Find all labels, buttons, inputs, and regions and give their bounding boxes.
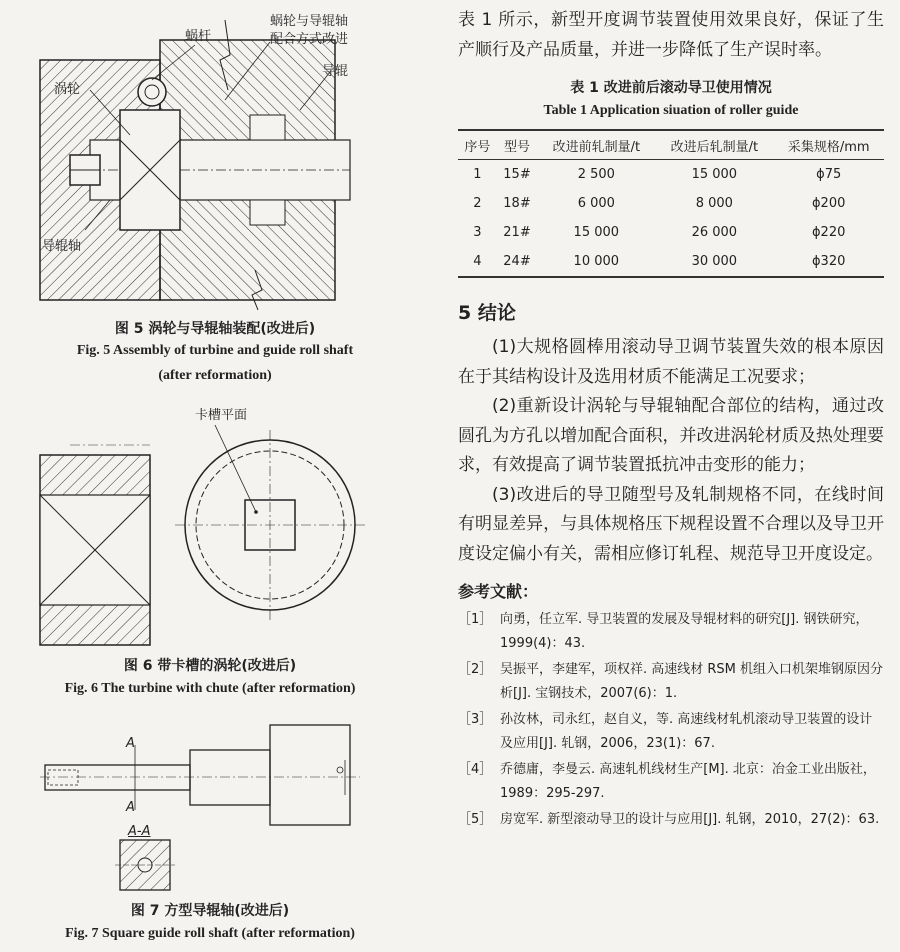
table-cell: 21# <box>503 225 531 240</box>
reference-text: 吴振平，李建军，项权祥. 高速线材 RSM 机组入口机架堆钢原因分析[J]. 宝钢技术，2007(6)：1. <box>500 662 884 701</box>
figure-6-caption-cn: 图 6 带卡槽的涡轮(改进后) <box>123 658 297 674</box>
reference-number: ［1］ <box>458 612 493 627</box>
table-cell: 15# <box>503 167 531 182</box>
figure-7-drawing <box>40 720 370 900</box>
section-label: A-A <box>128 824 151 839</box>
section-5-heading: 5 结论 <box>458 302 516 324</box>
header-cell: 型号 <box>497 130 538 160</box>
table-cell: ϕ320 <box>811 254 846 269</box>
table-cell: 2 500 <box>577 167 615 182</box>
intro-paragraph: 表 1 所示，新型开度调节装置使用效果良好，保证了生产顺行及产品质量，并进一步降低了生产误时率。 <box>458 10 884 60</box>
reference-item <box>458 658 884 706</box>
reference-number: ［2］ <box>458 662 493 677</box>
reference-number: ［4］ <box>458 762 493 777</box>
section-mark-bottom: A <box>126 800 135 815</box>
table-cell: 30 000 <box>691 254 738 269</box>
figure-6-drawing <box>30 400 390 650</box>
figure-7-caption-en: Fig. 7 Square guide roll shaft (after reformation) <box>65 926 355 941</box>
right-column <box>458 6 884 834</box>
figure-5-caption-cn: 图 5 涡轮与导辊轴装配(改进后) <box>114 321 316 337</box>
references-heading: 参考文献： <box>458 582 539 601</box>
table-1-title-en: Table 1 Application siuation of roller guide <box>543 103 799 118</box>
reference-number: ［5］ <box>458 812 493 827</box>
figure-6 <box>30 400 390 650</box>
table-1-title-cn: 表 1 改进前后滚动导卫使用情况 <box>570 80 772 96</box>
reference-item <box>458 808 884 832</box>
shaft-label: 导辊轴 <box>42 239 82 254</box>
table-cell: 6 000 <box>577 196 615 211</box>
improvement-label: 蜗轮与导辊轴 <box>270 14 349 29</box>
conclusion-paragraph-2: (2)重新设计涡轮与导辊轴配合部位的结构，通过改圆孔为方孔以增加配合面积，并改进涡轮材质及热处理要求，有效提高了调节装置抵抗冲击变形的能力； <box>458 396 884 475</box>
table-1 <box>458 129 884 278</box>
figure-7-caption-cn: 图 7 方型导辊轴(改进后) <box>130 903 290 919</box>
header-cell: 序号 <box>458 130 497 160</box>
header-cell: 采集规格/mm <box>773 130 884 160</box>
figure-6-caption-en: Fig. 6 The turbine with chute (after reformation) <box>64 681 356 696</box>
table-row <box>458 189 884 218</box>
table-cell: 8 000 <box>695 196 733 211</box>
table-header-row <box>458 130 884 160</box>
table-cell: ϕ75 <box>816 167 842 182</box>
reference-text: 乔德庸，李曼云. 高速轧机线材生产[M]. 北京：冶金工业出版社，1989：295-297. <box>500 762 876 801</box>
table-cell: 18# <box>503 196 531 211</box>
header-cell: 改进后轧制量/t <box>655 130 773 160</box>
table-cell: 15 000 <box>691 167 738 182</box>
table-cell: ϕ200 <box>811 196 846 211</box>
table-cell: 10 000 <box>573 254 620 269</box>
figure-5-drawing <box>30 0 360 315</box>
improvement-label-2: 配合方式改进 <box>270 32 349 47</box>
guide-roll-label: 导辊 <box>322 64 349 79</box>
table-cell: ϕ220 <box>811 225 846 240</box>
table-row <box>458 218 884 247</box>
header-cell: 改进前轧制量/t <box>537 130 655 160</box>
reference-text: 孙汝林，司永红，赵自义，等. 高速线材轧机滚动导卫装置的设计及应用[J]. 轧钢，2006，23(1)：67. <box>500 712 873 751</box>
reference-item <box>458 708 884 756</box>
turbine-label: 涡轮 <box>54 82 81 97</box>
reference-number: ［3］ <box>458 712 493 727</box>
table-cell: 4 <box>473 254 482 269</box>
reference-item <box>458 758 884 806</box>
reference-item <box>458 608 884 656</box>
figure-5-caption-en: Fig. 5 Assembly of turbine and guide roll shaft <box>76 343 354 358</box>
worm-label: 蜗杆 <box>185 29 212 44</box>
table-row <box>458 160 884 190</box>
chute-plane-label: 卡槽平面 <box>195 408 248 423</box>
table-cell: 26 000 <box>691 225 738 240</box>
table-cell: 15 000 <box>573 225 620 240</box>
table-cell: 1 <box>473 167 482 182</box>
table-cell: 24# <box>503 254 531 269</box>
table-cell: 3 <box>473 225 482 240</box>
conclusion-paragraph-3: (3)改进后的导卫随型号及轧制规格不同，在线时间有明显差异，与具体规格压下规程设置不合理以及导卫开度设定偏小有关，需相应修订轧程、规范导卫开度设定。 <box>458 484 884 564</box>
figure-5 <box>30 0 360 315</box>
reference-text: 房宽军. 新型滚动导卫的设计与应用[J]. 轧钢，2010，27(2)：63. <box>500 812 880 827</box>
table-cell: 2 <box>473 196 482 211</box>
conclusion-paragraph-1: (1)大规格圆棒用滚动导卫调节装置失效的根本原因在于其结构设计及选用材质不能满足工况要求； <box>458 337 884 387</box>
figure-5-caption-en-2: (after reformation) <box>158 368 272 383</box>
reference-text: 向勇，任立军. 导卫装置的发展及导辊材料的研究[J]. 钢铁研究，1999(4)：43. <box>500 612 869 651</box>
table-row <box>458 247 884 277</box>
figure-7 <box>40 720 370 900</box>
references-list <box>458 608 884 832</box>
section-mark-top: A <box>126 736 135 751</box>
